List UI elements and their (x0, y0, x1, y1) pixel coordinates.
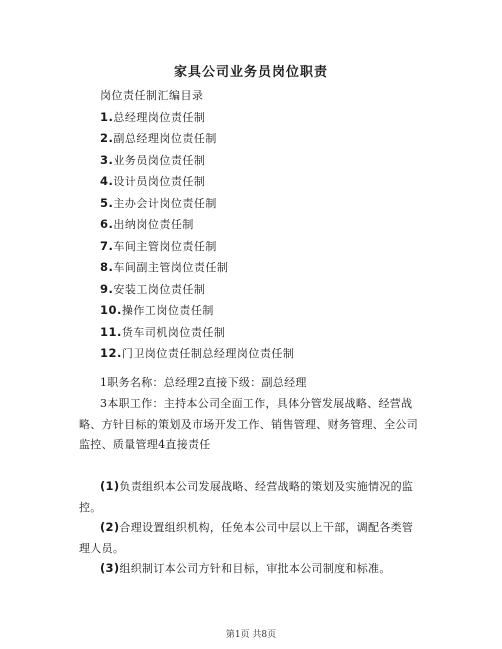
page-footer: 第1页 共8页 (225, 630, 277, 640)
toc-item-text: 车间副主管岗位责任制 (113, 261, 229, 274)
toc-item (100, 236, 420, 258)
item-number: (2) (100, 520, 120, 534)
toc-item-number: 7. (100, 238, 114, 253)
toc-item (100, 193, 420, 215)
item-text: 组织制订本公司方针和目标，审批本公司制度和标准。 (119, 562, 391, 575)
toc-item-text: 业务员岗位责任制 (113, 153, 206, 167)
toc-item (100, 171, 420, 193)
toc-item (100, 128, 420, 150)
toc-item-text: 车间主管岗位责任制 (113, 239, 217, 253)
responsibility-item (79, 476, 423, 518)
toc-item-number: 6. (100, 217, 114, 231)
toc-item-number: 8. (100, 260, 114, 274)
toc-item-number: 12. (100, 346, 122, 360)
table-of-contents (100, 85, 420, 365)
duties-text: 3本职工作：主持本公司全面工作，具体分管发展战略、经营战略、方针目标的策划及市场开发工作、销售管理、财务管理、全公司监控、质量管理4直接责任 (79, 397, 418, 451)
toc-item-number: 4. (100, 174, 114, 188)
responsibility-item-3 (79, 558, 423, 580)
toc-item-text: 货车司机岗位责任制 (121, 325, 226, 339)
toc-item (100, 107, 420, 129)
responsibility-item (79, 517, 423, 559)
item-number: (1) (100, 479, 120, 493)
job-title-line (79, 373, 423, 394)
toc-item-number: 3. (100, 152, 114, 167)
toc-item-text: 出纳岗位责任制 (113, 218, 194, 231)
responsibility-item-1 (79, 476, 423, 518)
toc-item-number: 5. (100, 195, 114, 210)
toc-item (100, 279, 420, 301)
toc-item (100, 150, 420, 172)
toc-item (100, 343, 420, 365)
toc-item-text: 总经理岗位责任制 (113, 110, 206, 124)
toc-item-number: 2. (100, 131, 114, 145)
position-line: 1职务名称：总经理2直接下级：副总经理 (100, 376, 307, 389)
toc-item-text: 操作工岗位责任制 (121, 304, 214, 317)
toc-item (100, 322, 420, 344)
toc-item-number: 11. (100, 324, 122, 339)
toc-item-number: 9. (100, 281, 114, 296)
toc-item-number: 1. (100, 109, 114, 124)
toc-item (100, 300, 420, 322)
duties-paragraph (79, 394, 423, 456)
toc-item-text: 设计员岗位责任制 (113, 175, 206, 188)
responsibility-item (79, 558, 423, 580)
toc-item-text: 安装工岗位责任制 (113, 282, 206, 296)
item-text: 合理设置组织机构，任免本公司中层以上干部，调配各类管理人员。 (79, 521, 414, 555)
toc-item-number: 10. (100, 303, 122, 317)
item-text: 负责组织本公司发展战略、经营战略的策划及实施情况的监控。 (79, 480, 414, 514)
toc-item-text: 门卫岗位责任制总经理岗位责任制 (121, 347, 295, 360)
toc-item (100, 214, 420, 236)
document-title: 家具公司业务员岗位职责 (173, 65, 328, 80)
toc-item-text: 副总经理岗位责任制 (113, 132, 217, 145)
toc-heading: 岗位责任制汇编目录 (100, 89, 204, 102)
responsibility-item-2 (79, 517, 423, 559)
toc-item-text: 主办会计岗位责任制 (113, 196, 217, 210)
toc-item (100, 257, 420, 279)
item-number: (3) (100, 561, 120, 575)
